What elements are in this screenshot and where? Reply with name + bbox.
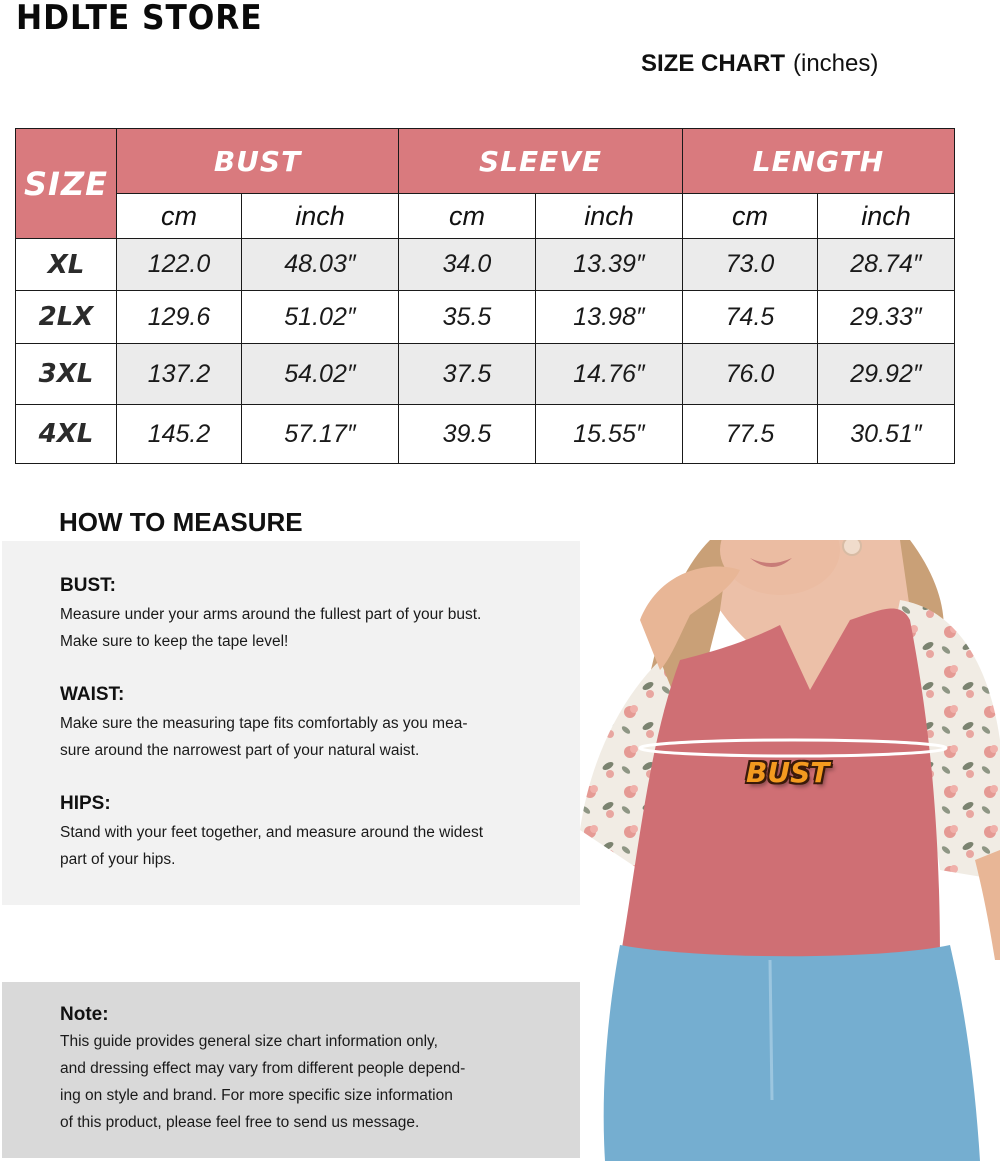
subheader-length-inch: inch bbox=[818, 194, 955, 239]
header-sleeve: SLEEVE bbox=[399, 129, 683, 194]
note-panel bbox=[2, 982, 580, 1158]
model-photo bbox=[580, 540, 1000, 1161]
length-cm: 73.0 bbox=[683, 239, 818, 291]
subheader-sleeve-inch: inch bbox=[536, 194, 683, 239]
measure-bust bbox=[60, 575, 481, 655]
bust-cm: 122.0 bbox=[117, 239, 242, 291]
measure-hips bbox=[60, 793, 483, 873]
measure-line: Make sure the measuring tape fits comfortably as you mea- bbox=[60, 715, 468, 732]
header-bust: BUST bbox=[117, 129, 399, 194]
how-to-measure-panel bbox=[2, 541, 580, 905]
subheader-sleeve-cm: cm bbox=[399, 194, 536, 239]
size-label: 2LX bbox=[16, 291, 117, 344]
length-cm: 77.5 bbox=[683, 405, 818, 464]
note-heading: Note: bbox=[60, 1004, 109, 1025]
bust-inch: 54.02″ bbox=[242, 344, 399, 405]
note-line: ing on style and brand. For more specific size information bbox=[60, 1087, 453, 1104]
store-brand: HDLTE STORE bbox=[16, 0, 263, 38]
bust-inch: 48.03″ bbox=[242, 239, 399, 291]
subheader-length-cm: cm bbox=[683, 194, 818, 239]
note-body bbox=[60, 1028, 560, 1136]
size-chart-table bbox=[15, 128, 955, 464]
sleeve-inch: 14.76″ bbox=[536, 344, 683, 405]
header-size: SIZE bbox=[16, 129, 117, 239]
table-row bbox=[16, 239, 955, 291]
note-line: of this product, please feel free to send us message. bbox=[60, 1114, 420, 1131]
table-row bbox=[16, 291, 955, 344]
bust-cm: 145.2 bbox=[117, 405, 242, 464]
sleeve-cm: 39.5 bbox=[399, 405, 536, 464]
length-inch: 29.33″ bbox=[818, 291, 955, 344]
note-line: This guide provides general size chart information only, bbox=[60, 1033, 438, 1050]
length-cm: 74.5 bbox=[683, 291, 818, 344]
bust-cm: 129.6 bbox=[117, 291, 242, 344]
sleeve-cm: 37.5 bbox=[399, 344, 536, 405]
bust-inch: 57.17″ bbox=[242, 405, 399, 464]
subheader-bust-cm: cm bbox=[117, 194, 242, 239]
length-inch: 29.92″ bbox=[818, 344, 955, 405]
sleeve-inch: 13.39″ bbox=[536, 239, 683, 291]
measure-line: Stand with your feet together, and measure around the widest bbox=[60, 824, 484, 841]
measure-heading: BUST: bbox=[60, 575, 116, 596]
how-to-measure-title: HOW TO MEASURE bbox=[59, 507, 303, 537]
sleeve-inch: 13.98″ bbox=[536, 291, 683, 344]
sleeve-cm: 35.5 bbox=[399, 291, 536, 344]
measure-heading: HIPS: bbox=[60, 793, 111, 814]
size-label: 4XL bbox=[16, 405, 117, 464]
measure-line: sure around the narrowest part of your natural waist. bbox=[60, 742, 420, 759]
size-chart-title bbox=[641, 50, 878, 78]
size-chart-title-text: SIZE CHART bbox=[641, 50, 785, 77]
length-cm: 76.0 bbox=[683, 344, 818, 405]
table-row bbox=[16, 405, 955, 464]
measure-line: Measure under your arms around the fullest part of your bust. bbox=[60, 606, 482, 623]
length-inch: 28.74″ bbox=[818, 239, 955, 291]
bust-cm: 137.2 bbox=[117, 344, 242, 405]
sleeve-cm: 34.0 bbox=[399, 239, 536, 291]
measure-waist bbox=[60, 684, 468, 764]
measure-line: part of your hips. bbox=[60, 851, 176, 868]
sleeve-inch: 15.55″ bbox=[536, 405, 683, 464]
note-line: and dressing effect may vary from different people depend- bbox=[60, 1060, 466, 1077]
subheader-bust-inch: inch bbox=[242, 194, 399, 239]
table-row bbox=[16, 344, 955, 405]
size-label: 3XL bbox=[16, 344, 117, 405]
bust-inch: 51.02″ bbox=[242, 291, 399, 344]
bust-overlay-label: BUST bbox=[746, 756, 830, 789]
size-chart-unit: (inches) bbox=[793, 50, 879, 77]
model-illustration bbox=[580, 540, 1000, 1161]
measure-heading: WAIST: bbox=[60, 684, 125, 705]
length-inch: 30.51″ bbox=[818, 405, 955, 464]
measure-line: Make sure to keep the tape level! bbox=[60, 633, 289, 650]
header-length: LENGTH bbox=[683, 129, 955, 194]
size-label: XL bbox=[16, 239, 117, 291]
